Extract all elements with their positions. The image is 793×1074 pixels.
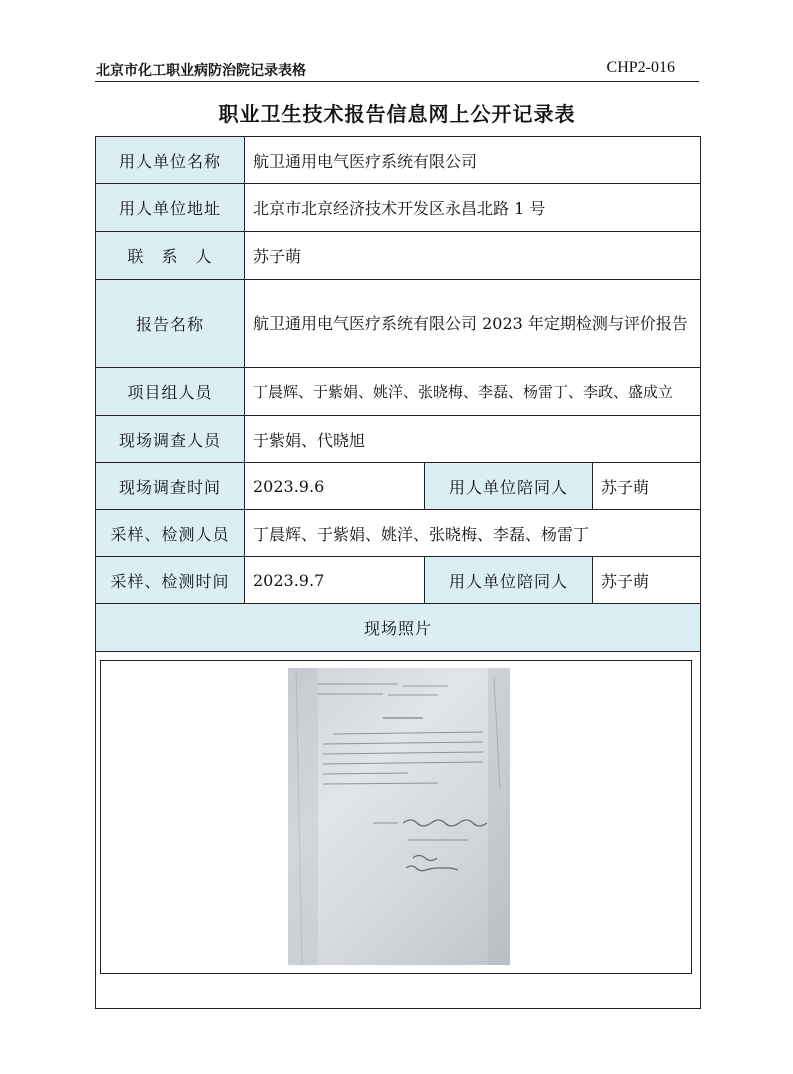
header-organization: 北京市化工职业病防治院记录表格	[96, 63, 306, 79]
row-contact	[96, 232, 701, 280]
sampling-staff-value: 丁晨辉、于紫娟、姚洋、张晓梅、李磊、杨雷丁	[245, 510, 701, 557]
survey-time-label: 现场调查时间	[96, 463, 245, 510]
employer-address-value: 北京市北京经济技术开发区永昌北路 1 号	[245, 184, 701, 232]
team-members-value: 丁晨辉、于紫娟、姚洋、张晓梅、李磊、杨雷丁、李政、盛成立	[245, 368, 701, 416]
row-report-name	[96, 280, 701, 368]
contact-value: 苏子萌	[245, 232, 701, 280]
employer-name-label: 用人单位名称	[96, 137, 245, 184]
report-name-label: 报告名称	[96, 280, 245, 368]
survey-companion-label: 用人单位陪同人	[425, 463, 593, 510]
contact-label: 联 系 人	[96, 232, 245, 280]
form-code: CHP2-016	[606, 59, 675, 76]
sampling-staff-label: 采样、检测人员	[96, 510, 245, 557]
row-survey-time	[96, 463, 701, 510]
team-members-label: 项目组人员	[96, 368, 245, 416]
report-name-value: 航卫通用电气医疗系统有限公司 2023 年定期检测与评价报告	[245, 280, 701, 368]
sampling-companion-value: 苏子萌	[593, 557, 701, 604]
site-photo-document	[288, 668, 510, 965]
photo-cell	[96, 652, 701, 1009]
sampling-companion-label: 用人单位陪同人	[425, 557, 593, 604]
row-sampling-time	[96, 557, 701, 604]
record-form-table	[95, 136, 701, 1009]
employer-address-label: 用人单位地址	[96, 184, 245, 232]
header-divider	[95, 81, 699, 82]
row-employer-address	[96, 184, 701, 232]
sampling-time-value: 2023.9.7	[245, 557, 425, 604]
survey-time-value: 2023.9.6	[245, 463, 425, 510]
page-title: 职业卫生技术报告信息网上公开记录表	[218, 102, 576, 126]
survey-staff-value: 于紫娟、代晓旭	[245, 416, 701, 463]
row-employer-name	[96, 137, 701, 184]
photo-illustration	[288, 668, 510, 965]
photo-section-label: 现场照片	[96, 604, 701, 652]
employer-name-value: 航卫通用电气医疗系统有限公司	[245, 137, 701, 184]
row-team-members	[96, 368, 701, 416]
sampling-time-label: 采样、检测时间	[96, 557, 245, 604]
row-sampling-staff	[96, 510, 701, 557]
survey-staff-label: 现场调查人员	[96, 416, 245, 463]
row-photo-header	[96, 604, 701, 652]
survey-companion-value: 苏子萌	[593, 463, 701, 510]
row-survey-staff	[96, 416, 701, 463]
row-photo	[96, 652, 701, 1009]
photo-frame	[100, 660, 692, 974]
